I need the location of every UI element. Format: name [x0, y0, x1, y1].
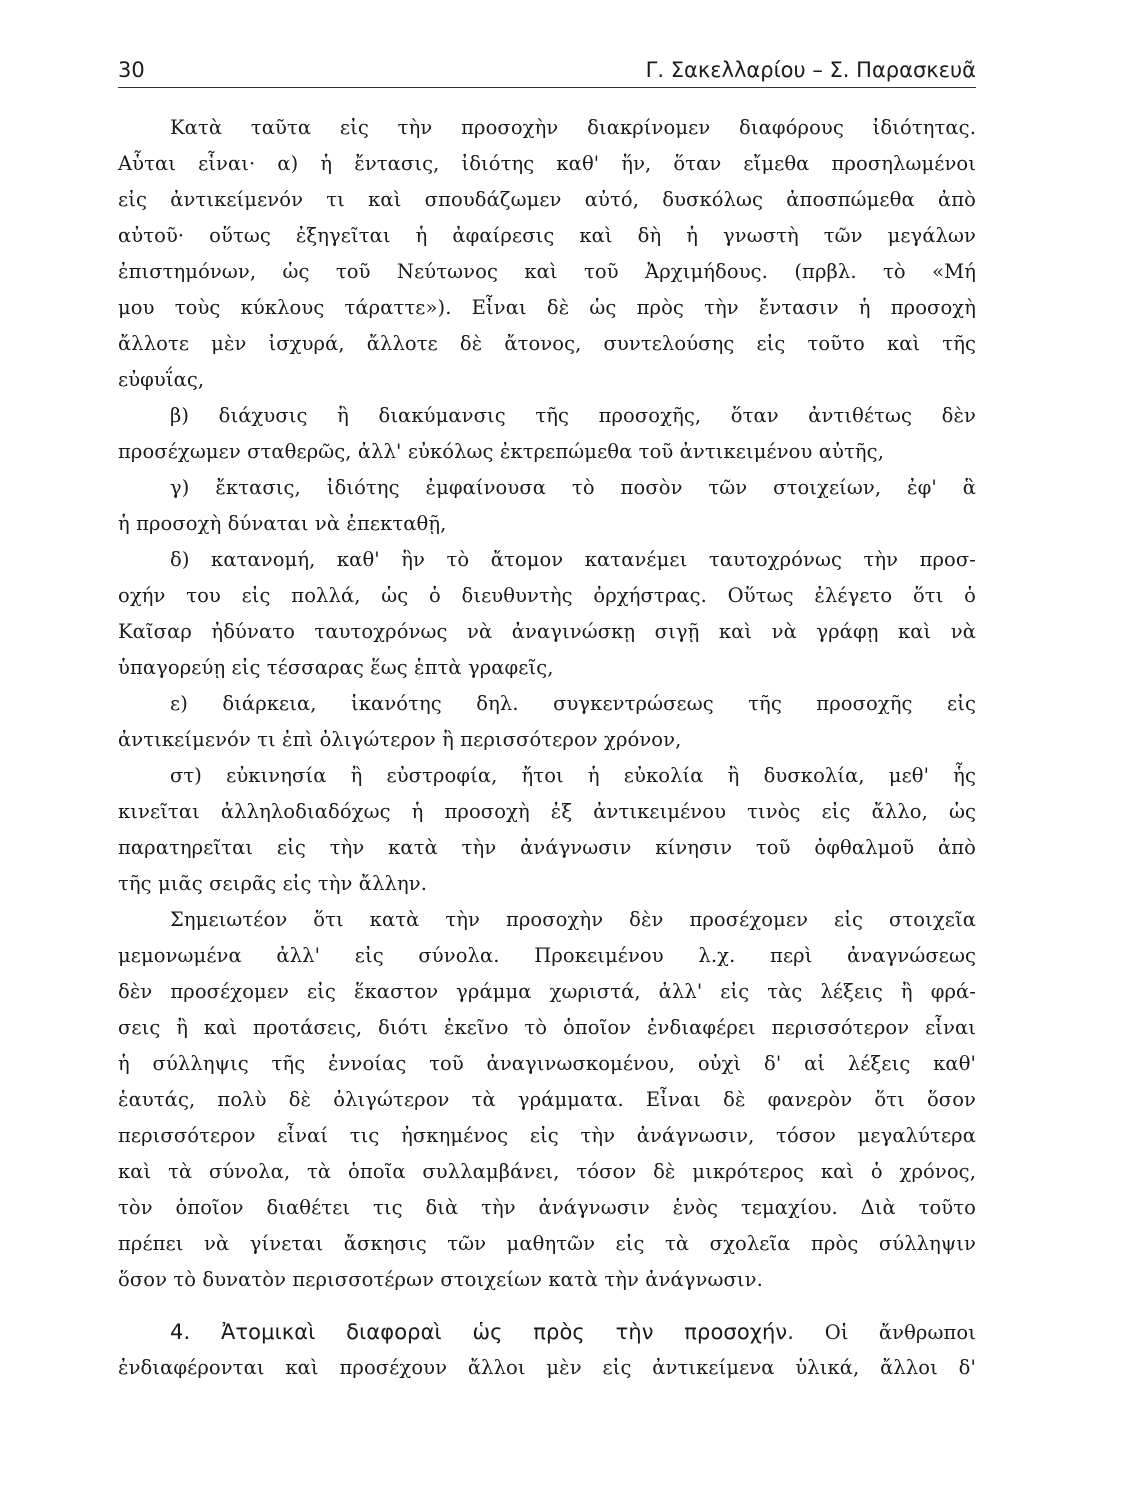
text-line: ἀντικείμενόν τι ἐπὶ ὀλιγώτερον ἢ περισσότερον χρόνον,: [118, 728, 682, 751]
text-line: καὶ τὰ σύνολα, τὰ ὁποῖα συλλαμβάνει, τόσον δὲ μικρότερος καὶ ὁ χρόνος,: [118, 1160, 976, 1183]
text-line: ἡ σύλληψις τῆς ἐννοίας τοῦ ἀναγινωσκομένου, οὐχὶ δ' αἱ λέξεις καθ': [118, 1052, 976, 1075]
text-line: β) διάχυσις ἢ διακύμανσις τῆς προσοχῆς, ὅταν ἀντιθέτως δὲν: [170, 404, 976, 427]
text-line: Σημειωτέον ὅτι κατὰ τὴν προσοχὴν δὲν προσέχομεν εἰς στοιχεῖα: [170, 908, 976, 931]
text-line: ε) διάρκεια, ἱκανότης δηλ. συγκεντρώσεως τῆς προσοχῆς εἰς: [170, 692, 976, 715]
section-heading-line: [118, 1314, 976, 1350]
text-line: Κατὰ ταῦτα εἰς τὴν προσοχὴν διακρίνομεν διαφόρους ἰδιότητας.: [170, 116, 976, 139]
text-line: γ) ἔκτασις, ἰδιότης ἐμφαίνουσα τὸ ποσὸν τῶν στοιχείων, ἐφ' ἃ: [170, 476, 976, 499]
text-line: Αὗται εἶναι· α) ἡ ἔντασις, ἰδιότης καθ' ἥν, ὅταν εἴμεθα προσηλωμένοι: [118, 152, 976, 175]
text-line: σεις ἢ καὶ προτάσεις, διότι ἐκεῖνο τὸ ὁποῖον ἐνδιαφέρει περισσότερον εἶναι: [118, 1016, 976, 1039]
section-heading-rest: Οἱ ἄνθρωποι: [824, 1321, 976, 1344]
text-line: ἐνδιαφέρονται καὶ προσέχουν ἄλλοι μὲν εἰς ἀντικείμενα ὑλικά, ἄλλοι δ': [118, 1356, 976, 1379]
text-line: μεμονωμένα ἀλλ' εἰς σύνολα. Προκειμένου λ.χ. περὶ ἀναγνώσεως: [118, 944, 976, 967]
text-line: τὸν ὁποῖον διαθέτει τις διὰ τὴν ἀνάγνωσιν ἑνὸς τεμαχίου. Διὰ τοῦτο: [118, 1196, 976, 1219]
text-line: προσέχωμεν σταθερῶς, ἀλλ' εὐκόλως ἐκτρεπώμεθα τοῦ ἀντικειμένου αὐτῆς,: [118, 440, 884, 463]
text-line: ἑαυτάς, πολὺ δὲ ὀλιγώτερον τὰ γράμματα. Εἶναι δὲ φανερὸν ὅτι ὅσον: [118, 1088, 976, 1111]
text-line: τῆς μιᾶς σειρᾶς εἰς τὴν ἄλλην.: [118, 872, 428, 895]
text-line: μου τοὺς κύκλους τάραττε»). Εἶναι δὲ ὡς πρὸς τὴν ἔντασιν ἡ προσοχὴ: [118, 296, 976, 319]
page-number: 30: [118, 58, 145, 82]
text-line: παρατηρεῖται εἰς τὴν κατὰ τὴν ἀνάγνωσιν κίνησιν τοῦ ὀφθαλμοῦ ἀπὸ: [118, 836, 976, 859]
text-line: πρέπει νὰ γίνεται ἄσκησις τῶν μαθητῶν εἰς τὰ σχολεῖα πρὸς σύλληψιν: [118, 1232, 976, 1255]
text-line: ἐπιστημόνων, ὡς τοῦ Νεύτωνος καὶ τοῦ Ἀρχιμήδους. (πρβλ. τὸ «Μή: [118, 260, 976, 283]
body-text: [118, 110, 976, 1386]
text-line: αὐτοῦ· οὕτως ἐξηγεῖται ἡ ἀφαίρεσις καὶ δὴ ἡ γνωστὴ τῶν μεγάλων: [118, 224, 976, 247]
text-line: ὑπαγορεύῃ εἰς τέσσαρας ἕως ἑπτὰ γραφεῖς,: [118, 656, 554, 679]
text-line: ἡ προσοχὴ δύναται νὰ ἐπεκταθῇ,: [118, 512, 447, 535]
text-line: οχήν του εἰς πολλά, ὡς ὁ διευθυντὴς ὀρχήστρας. Οὕτως ἐλέγετο ὅτι ὁ: [118, 584, 976, 607]
text-line: ὅσον τὸ δυνατὸν περισσοτέρων στοιχείων κατὰ τὴν ἀνάγνωσιν.: [118, 1268, 763, 1291]
text-line: δὲν προσέχομεν εἰς ἕκαστον γράμμα χωριστά, ἀλλ' εἰς τὰς λέξεις ἢ φρά-: [118, 980, 976, 1003]
text-line: Καῖσαρ ἠδύνατο ταυτοχρόνως νὰ ἀναγινώσκῃ σιγῇ καὶ νὰ γράφῃ καὶ νὰ: [118, 620, 976, 643]
text-line: περισσότερον εἶναί τις ἠσκημένος εἰς τὴν ἀνάγνωσιν, τόσον μεγαλύτερα: [118, 1124, 976, 1147]
text-line: εὐφυΐας,: [118, 368, 205, 391]
running-title: Γ. Σακελλαρίου – Σ. Παρασκευᾶ: [645, 58, 976, 82]
running-head: [118, 58, 976, 88]
text-line: ἄλλοτε μὲν ἰσχυρά, ἄλλοτε δὲ ἄτονος, συντελούσης εἰς τοῦτο καὶ τῆς: [118, 332, 976, 355]
text-line: εἰς ἀντικείμενόν τι καὶ σπουδάζωμεν αὐτό, δυσκόλως ἀποσπώμεθα ἀπὸ: [118, 188, 976, 211]
section-heading: 4. Ἀτομικαὶ διαφοραὶ ὡς πρὸς τὴν προσοχήν.: [170, 1320, 795, 1344]
header-rule: [118, 87, 976, 88]
text-line: στ) εὐκινησία ἢ εὐστροφία, ἤτοι ἡ εὐκολία ἢ δυσκολία, μεθ' ἧς: [170, 764, 976, 787]
text-line: κινεῖται ἀλληλοδιαδόχως ἡ προσοχὴ ἐξ ἀντικειμένου τινὸς εἰς ἄλλο, ὡς: [118, 800, 976, 823]
text-line: δ) κατανομή, καθ' ἣν τὸ ἄτομον κατανέμει ταυτοχρόνως τὴν προσ-: [170, 548, 976, 571]
